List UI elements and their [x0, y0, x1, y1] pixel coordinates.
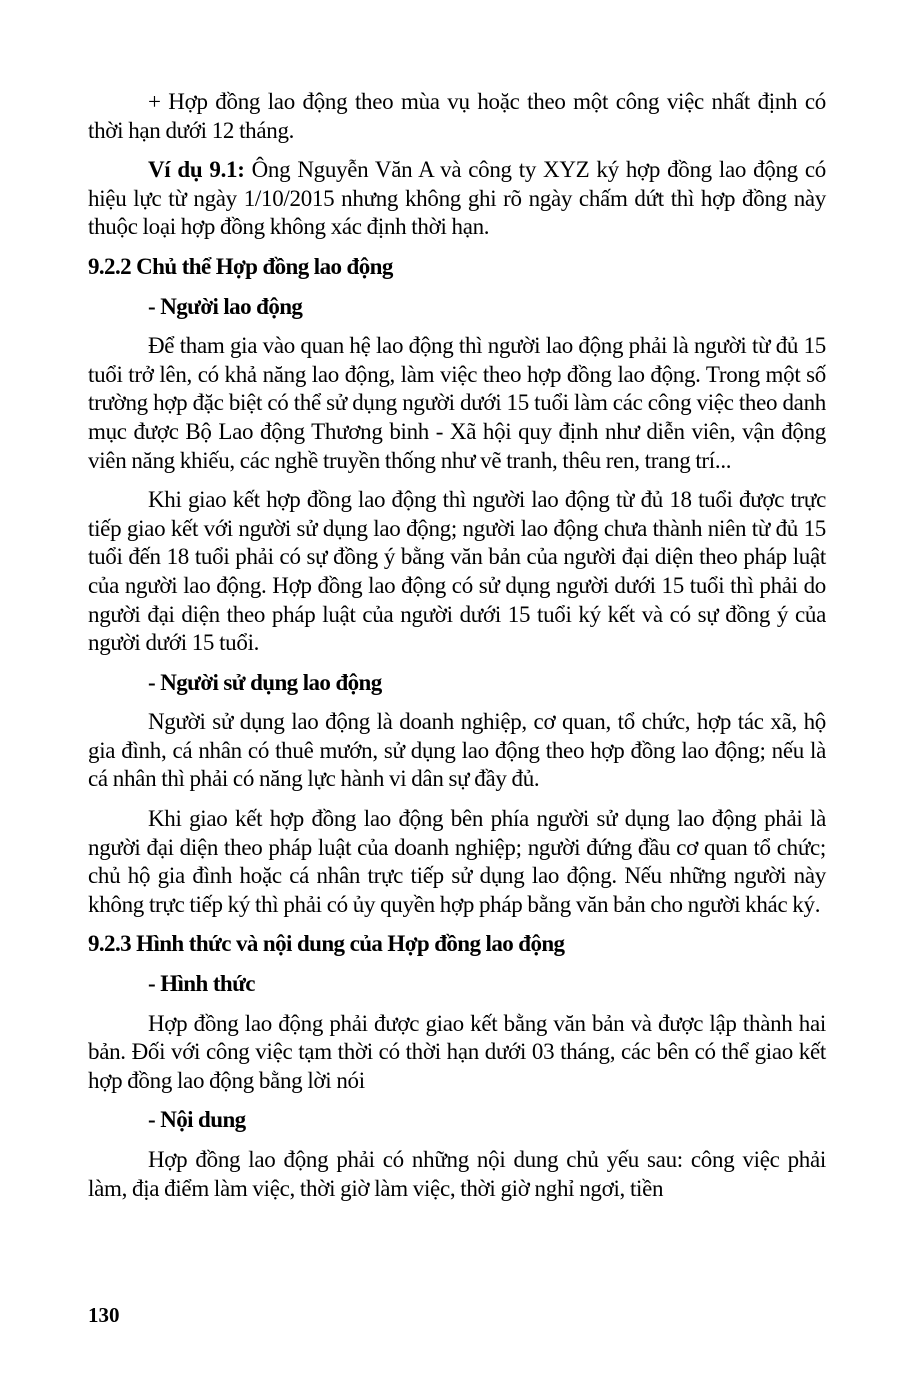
subheading-content: - Nội dung [148, 1107, 246, 1133]
section-heading-9-2-3: 9.2.3 Hình thức và nội dung của Hợp đồng lao động [88, 931, 565, 957]
paragraph-example-9-1 [88, 156, 826, 242]
document-page [88, 88, 826, 1214]
paragraph-form: Hợp đồng lao động phải được giao kết bằng văn bản và được lập thành hai bản. Đối với công việc tạm thời có thời hạn dưới 03 tháng, các bên có thể giao kết hợp đồng lao động bằng lời nói [88, 1010, 826, 1093]
paragraph-employee-age: Để tham gia vào quan hệ lao động thì người lao động phải là người từ đủ 15 tuổi trở lên, có khả năng lao động, làm việc theo hợp đồng lao động. Trong một số trường hợp đặc biệt có thể sử dụng người dưới 15 tuổi làm các công việc theo danh mục được Bộ Lao động Thương binh - Xã hội quy định như diễn viên, vận động viên năng khiếu, các nghề truyền thống như vẽ tranh, thêu ren, trang trí... [88, 333, 826, 473]
page-number: 130 [88, 1303, 120, 1327]
example-label: Ví dụ 9.1: [148, 157, 245, 183]
paragraph-employee-signing: Khi giao kết hợp đồng lao động thì người lao động từ đủ 18 tuổi được trực tiếp giao kết với người sử dụng lao động; người lao động chưa thành niên từ đủ 15 tuổi đến 18 tuổi phải có sự đồng ý bằng văn bản của người đại diện theo pháp luật của người lao động. Hợp đồng lao động có sử dụng người dưới 15 tuổi thì phải do người đại diện theo pháp luật của người dưới 15 tuổi ký kết và có sự đồng ý của người dưới 15 tuổi. [88, 487, 826, 656]
example-text: Ông Nguyễn Văn A và công ty XYZ ký hợp đồng lao động có hiệu lực từ ngày 1/10/2015 nhưng không ghi rõ ngày chấm dứt thì hợp đồng này thuộc loại hợp đồng không xác định thời hạn. [88, 157, 826, 240]
paragraph-seasonal-contract: + Hợp đồng lao động theo mùa vụ hoặc theo một công việc nhất định có thời hạn dưới 12 tháng. [88, 89, 826, 143]
paragraph-employer-signing: Khi giao kết hợp đồng lao động bên phía người sử dụng lao động phải là người đại diện theo pháp luật của doanh nghiệp; người đứng đầu cơ quan tổ chức; chủ hộ gia đình hoặc cá nhân trực tiếp sử dụng lao động. Nếu những người này không trực tiếp ký thì phải có ủy quyền hợp pháp bằng văn bản cho người khác ký. [88, 806, 826, 917]
subheading-employee: - Người lao động [148, 293, 303, 319]
section-heading-9-2-2: 9.2.2 Chủ thể Hợp đồng lao động [88, 253, 393, 279]
paragraph-employer-definition: Người sử dụng lao động là doanh nghiệp, cơ quan, tổ chức, hợp tác xã, hộ gia đình, cá nhân có thuê mướn, sử dụng lao động theo hợp đồng lao động; nếu là cá nhân thì phải có năng lực hành vi dân sự đầy đủ. [88, 709, 826, 792]
paragraph-content: Hợp đồng lao động phải có những nội dung chủ yếu sau: công việc phải làm, địa điểm làm việc, thời giờ làm việc, thời giờ nghỉ ngơi, tiền [88, 1147, 826, 1201]
subheading-form: - Hình thức [148, 971, 255, 997]
subheading-employer: - Người sử dụng lao động [148, 669, 382, 695]
